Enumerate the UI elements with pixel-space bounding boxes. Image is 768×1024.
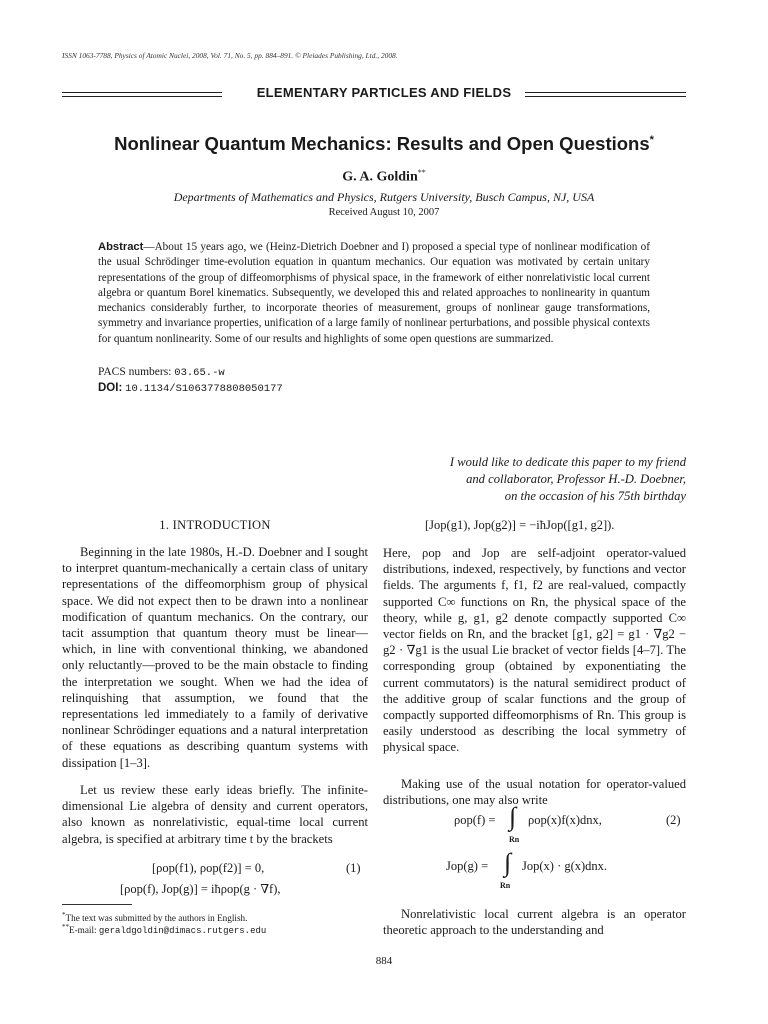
equation-2-line-2-lhs: Jop(g) = <box>446 859 489 873</box>
section-heading: ELEMENTARY PARTICLES AND FIELDS <box>0 85 768 100</box>
author-footnote-mark: ** <box>417 168 426 177</box>
integral-sign-1: ∫ <box>509 802 517 831</box>
author-name: G. A. Goldin** <box>342 168 426 185</box>
equation-1-line-1: [ρop(f1), ρop(f2)] = 0, <box>152 861 265 875</box>
equation-2-line-1-rhs: ρop(x)f(x)dnx, <box>528 813 602 827</box>
intro-paragraph-3: Here, ρop and Jop are self-adjoint operator-valued distributions, indexed, respectively, by functions and vector fields. The arguments f, f1, f2 are real-valued, compactly supported C∞ functions on Rn, the physical space of the theory, while g, g1, g2 denote compactly supported C∞ vector fields on Rn, and the bracket [g1, g2] = g1 · ∇g2 − g2 · ∇g1 is the usual Lie bracket of vector fields [4–7]. The corresponding group (obtained by exponentiating the current commutators) is the natural semidirect product of the additive group of scalar functions and the group of compactly supported diffeomorphisms of Rn. This group is easily understood as describing the local symmetry of physical space. <box>383 546 686 755</box>
equation-2-number: (2) <box>666 813 681 827</box>
integral-domain-1: Rn <box>509 835 520 844</box>
footnote-1: *The text was submitted by the authors in English. <box>62 911 248 924</box>
doi-link[interactable]: 10.1134/S1063778808050177 <box>125 383 283 395</box>
abstract-label: Abstract <box>98 241 144 253</box>
received-date: Received August 10, 2007 <box>328 207 440 218</box>
author-affiliation: Departments of Mathematics and Physics, Rutgers University, Busch Campus, NJ, USA <box>173 190 595 204</box>
equation-1-line-2: [ρop(f), Jop(g)] = iħρop(g · ∇f), <box>120 882 281 896</box>
footnote-rule <box>62 904 132 905</box>
section-1-heading: 1. INTRODUCTION <box>159 518 271 532</box>
abstract-text: —About 15 years ago, we (Heinz-Dietrich Doebner and I) proposed a special type of nonlinear modification of the usual Schrödinger time-evolution equation in quantum mechanics. Our equation was motivated by certain unitary representations of the group of diffeomorphisms of physical space, in the framework of either nonrelativistic local current algebra or quantum Borel kinematics. Subsequently, we developed this and related approaches to nonlinearity in quantum mechanics considerably further, to incorporate theories of measurement, groups of nonlinear gauge transformations, symmetry and invariance properties, unification of a large family of nonlinear perturbations, and possible physical contexts for quantum nonlinearity. Some of our results and highlights of some open questions are summarized. <box>98 241 650 345</box>
doi: DOI: 10.1134/S1063778808050177 <box>98 382 283 395</box>
abstract <box>98 240 650 347</box>
intro-paragraph-5: Nonrelativistic local current algebra is an operator theoretic approach to the understanding and <box>383 907 686 938</box>
title-footnote-mark: * <box>649 133 654 146</box>
footnote-2: **E-mail: geraldgoldin@dimacs.rutgers.edu <box>62 923 267 937</box>
journal-citation-line: ISSN 1063-7788, Physics of Atomic Nuclei, 2008, Vol. 71, No. 5, pp. 884–891. © Pleiades Publishing, Ltd., 2008. <box>62 51 398 60</box>
intro-paragraph-1: Beginning in the late 1980s, H.-D. Doebner and I sought to interpret quantum-mechanically a certain class of unitary representations of the diffeomorphism group of physical space. We did not expect then to be drawn into a nonlinear modification of quantum mechanics. On the contrary, our tacit assumption that quantum theory must be linear—which, in line with conventional thinking, we abandoned only reluctantly—proved to be the main obstacle to finding the interpretation we sought. When we had the idea of relinquishing that assumption, we found that the representations led immediately to a family of derivative nonlinear Schrödinger equations and a natural interpretation of these equations as describing quantum systems with dissipation [1–3]. <box>62 545 368 770</box>
pacs-numbers: PACS numbers: 03.65.-w <box>98 366 225 379</box>
page-number: 884 <box>375 955 393 967</box>
equation-2-line-2-rhs: Jop(x) · g(x)dnx. <box>522 859 608 873</box>
intro-paragraph-2: Let us review these early ideas briefly. The infinite-dimensional Lie algebra of density and current operators, also known as nonrelativistic, equal-time local current algebra, is specified at arbitrary time t by the brackets <box>62 783 368 846</box>
paper-title: Nonlinear Quantum Mechanics: Results and Open Questions* <box>114 133 654 154</box>
dedication: I would like to dedicate this paper to my friend and collaborator, Professor H.-D. Doebner, on the occasion of his 75th birthday <box>449 455 686 503</box>
equation-1-number: (1) <box>346 861 361 875</box>
integral-sign-2: ∫ <box>504 848 512 877</box>
equation-1-line-3: [Jop(g1), Jop(g2)] = −iħJop([g1, g2]). <box>425 518 615 532</box>
integral-domain-2: Rn <box>500 881 511 890</box>
equation-2-line-1-lhs: ρop(f) = <box>454 813 496 827</box>
author-email-link[interactable]: geraldgoldin@dimacs.rutgers.edu <box>98 926 267 937</box>
intro-paragraph-4: Making use of the usual notation for operator-valued distributions, one may also write <box>383 777 686 808</box>
